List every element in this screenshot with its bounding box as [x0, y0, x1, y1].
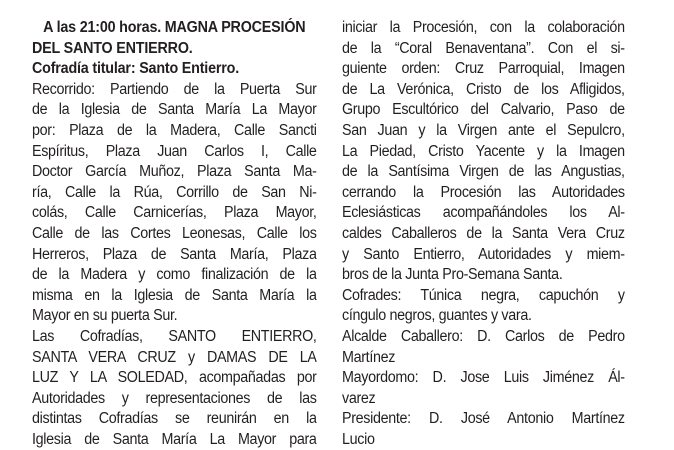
- text-line: bros de la Junta Pro-Semana Santa.: [342, 266, 563, 284]
- text-line: Grupo Escultórico del Calvario, Paso de: [342, 101, 625, 119]
- text-line: Mayor en su puerta Sur.: [32, 307, 178, 325]
- text-line: Eclesiásticas acompañándoles los Al-: [342, 204, 625, 222]
- text-line: misma en la Iglesia de Santa María la: [32, 286, 317, 304]
- text-line: de la Santísima Virgen de las Angustias,: [342, 163, 625, 181]
- text-line: Alcalde Caballero: D. Carlos de Pedro: [342, 327, 625, 345]
- text-line: Autoridades y representaciones de las: [32, 389, 317, 407]
- left-body-text: [32, 80, 317, 450]
- text-line: Lucio: [342, 430, 375, 448]
- text-line: de la Madera y como finalización de la: [32, 266, 317, 284]
- text-line: cíngulo negros, guantes y vara.: [342, 307, 532, 325]
- right-column: [342, 18, 625, 450]
- text-line: ría, Calle la Rúa, Corrillo de San Ni-: [32, 183, 317, 201]
- procession-heading-line-1: A las 21:00 horas. MAGNA PROCESIÓN: [43, 19, 306, 36]
- text-line: cerrando la Procesión las Autoridades: [342, 183, 625, 201]
- text-line: caldes Caballeros de la Santa Vera Cruz: [342, 224, 625, 242]
- text-line: Mayordomo: D. Jose Luis Jiménez Ál-: [342, 369, 625, 387]
- text-line: Calle de las Cortes Leonesas, Calle los: [32, 224, 317, 242]
- right-body-text: [342, 18, 625, 450]
- text-line: La Piedad, Cristo Yacente y la Imagen: [342, 142, 625, 160]
- text-line: guiente orden: Cruz Parroquial, Imagen: [342, 60, 625, 78]
- text-line: y Santo Entierro, Autoridades y miem-: [342, 245, 625, 263]
- text-line: por: Plaza de la Madera, Calle Sancti: [32, 121, 317, 139]
- text-line: de La Verónica, Cristo de los Afligidos,: [342, 80, 625, 98]
- procession-heading-line-2: DEL SANTO ENTIERRO.: [32, 39, 193, 57]
- text-line: SANTA VERA CRUZ y DAMAS DE LA: [32, 348, 317, 366]
- text-line: Recorrido: Partiendo de la Puerta Sur: [32, 80, 317, 98]
- left-column: [32, 18, 317, 450]
- text-line: LUZ Y LA SOLEDAD, acompañadas por: [32, 369, 317, 387]
- text-line: San Juan y la Virgen ante el Sepulcro,: [342, 121, 625, 139]
- text-line: colás, Calle Carnicerías, Plaza Mayor,: [32, 204, 317, 222]
- brotherhood-subheading: Cofradía titular: Santo Entierro.: [32, 60, 239, 78]
- text-line: Espíritus, Plaza Juan Carlos I, Calle: [32, 142, 317, 160]
- text-line: Doctor García Muñoz, Plaza Santa Ma-: [32, 163, 317, 181]
- text-line: Herreros, Plaza de Santa María, Plaza: [32, 245, 317, 263]
- text-line: Iglesia de Santa María La Mayor para: [32, 430, 317, 448]
- text-line: Cofrades: Túnica negra, capuchón y: [342, 286, 625, 304]
- text-line: Las Cofradías, SANTO ENTIERRO,: [32, 327, 317, 345]
- text-line: distintas Cofradías se reunirán en la: [32, 410, 317, 428]
- text-line: de la “Coral Benaventana”. Con el si-: [342, 39, 625, 57]
- text-line: Presidente: D. José Antonio Martínez: [342, 410, 625, 428]
- text-line: Martínez: [342, 348, 396, 366]
- text-line: varez: [342, 389, 376, 407]
- text-line: de la Iglesia de Santa María La Mayor: [32, 101, 317, 119]
- text-line: iniciar la Procesión, con la colaboración: [342, 19, 625, 36]
